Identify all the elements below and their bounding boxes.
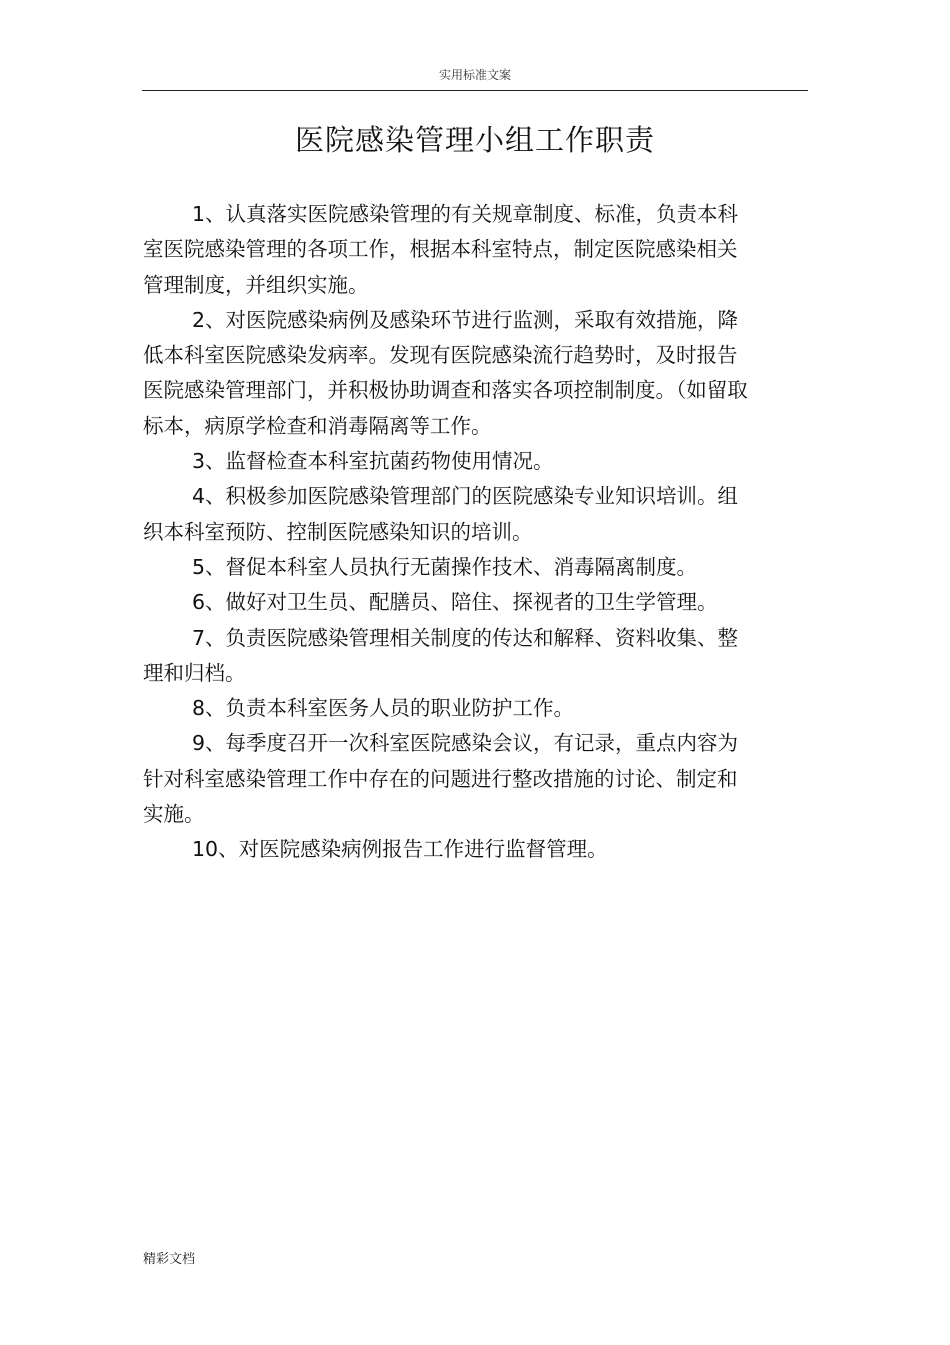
responsibility-item-2: 2、对医院感染病例及感染环节进行监测，采取有效措施，降低本科室医院感染发病率。发现有医院感染流行趋势时，及时报告医院感染管理部门，并积极协助调查和落实各项控制制度。（如留取标本，病原学检查和消毒隔离等工作。: [143, 307, 748, 438]
responsibility-item-9: 9、每季度召开一次科室医院感染会议，有记录，重点内容为针对科室感染管理工作中存在的问题进行整改措施的讨论、制定和实施。: [143, 731, 739, 827]
responsibility-item-4: 4、积极参加医院感染管理部门的医院感染专业知识培训。组织本科室预防、控制医院感染知识的培训。: [143, 484, 739, 544]
responsibility-item-3: 3、监督检查本科室抗菌药物使用情况。: [192, 449, 554, 474]
responsibility-item-6: 6、做好对卫生员、配膳员、陪住、探视者的卫生学管理。: [192, 590, 718, 615]
responsibility-item-10: 10、对医院感染病例报告工作进行监督管理。: [192, 837, 608, 862]
responsibility-item-5: 5、督促本科室人员执行无菌操作技术、消毒隔离制度。: [192, 554, 698, 579]
responsibility-item-1: 1、认真落实医院感染管理的有关规章制度、标准，负责本科室医院感染管理的各项工作，根据本科室特点，制定医院感染相关管理制度，并组织实施。: [143, 202, 739, 297]
responsibility-item-7: 7、负责医院感染管理相关制度的传达和解释、资料收集、整理和归档。: [143, 625, 739, 685]
header-divider: [142, 90, 808, 91]
page-footer-label: 精彩文档: [143, 1252, 196, 1267]
document-title: 医院感染管理小组工作职责: [294, 123, 655, 157]
responsibility-item-8: 8、负责本科室医务人员的职业防护工作。: [192, 696, 575, 721]
page-header-label: 实用标准文案: [438, 68, 511, 82]
responsibility-list: [143, 197, 755, 868]
